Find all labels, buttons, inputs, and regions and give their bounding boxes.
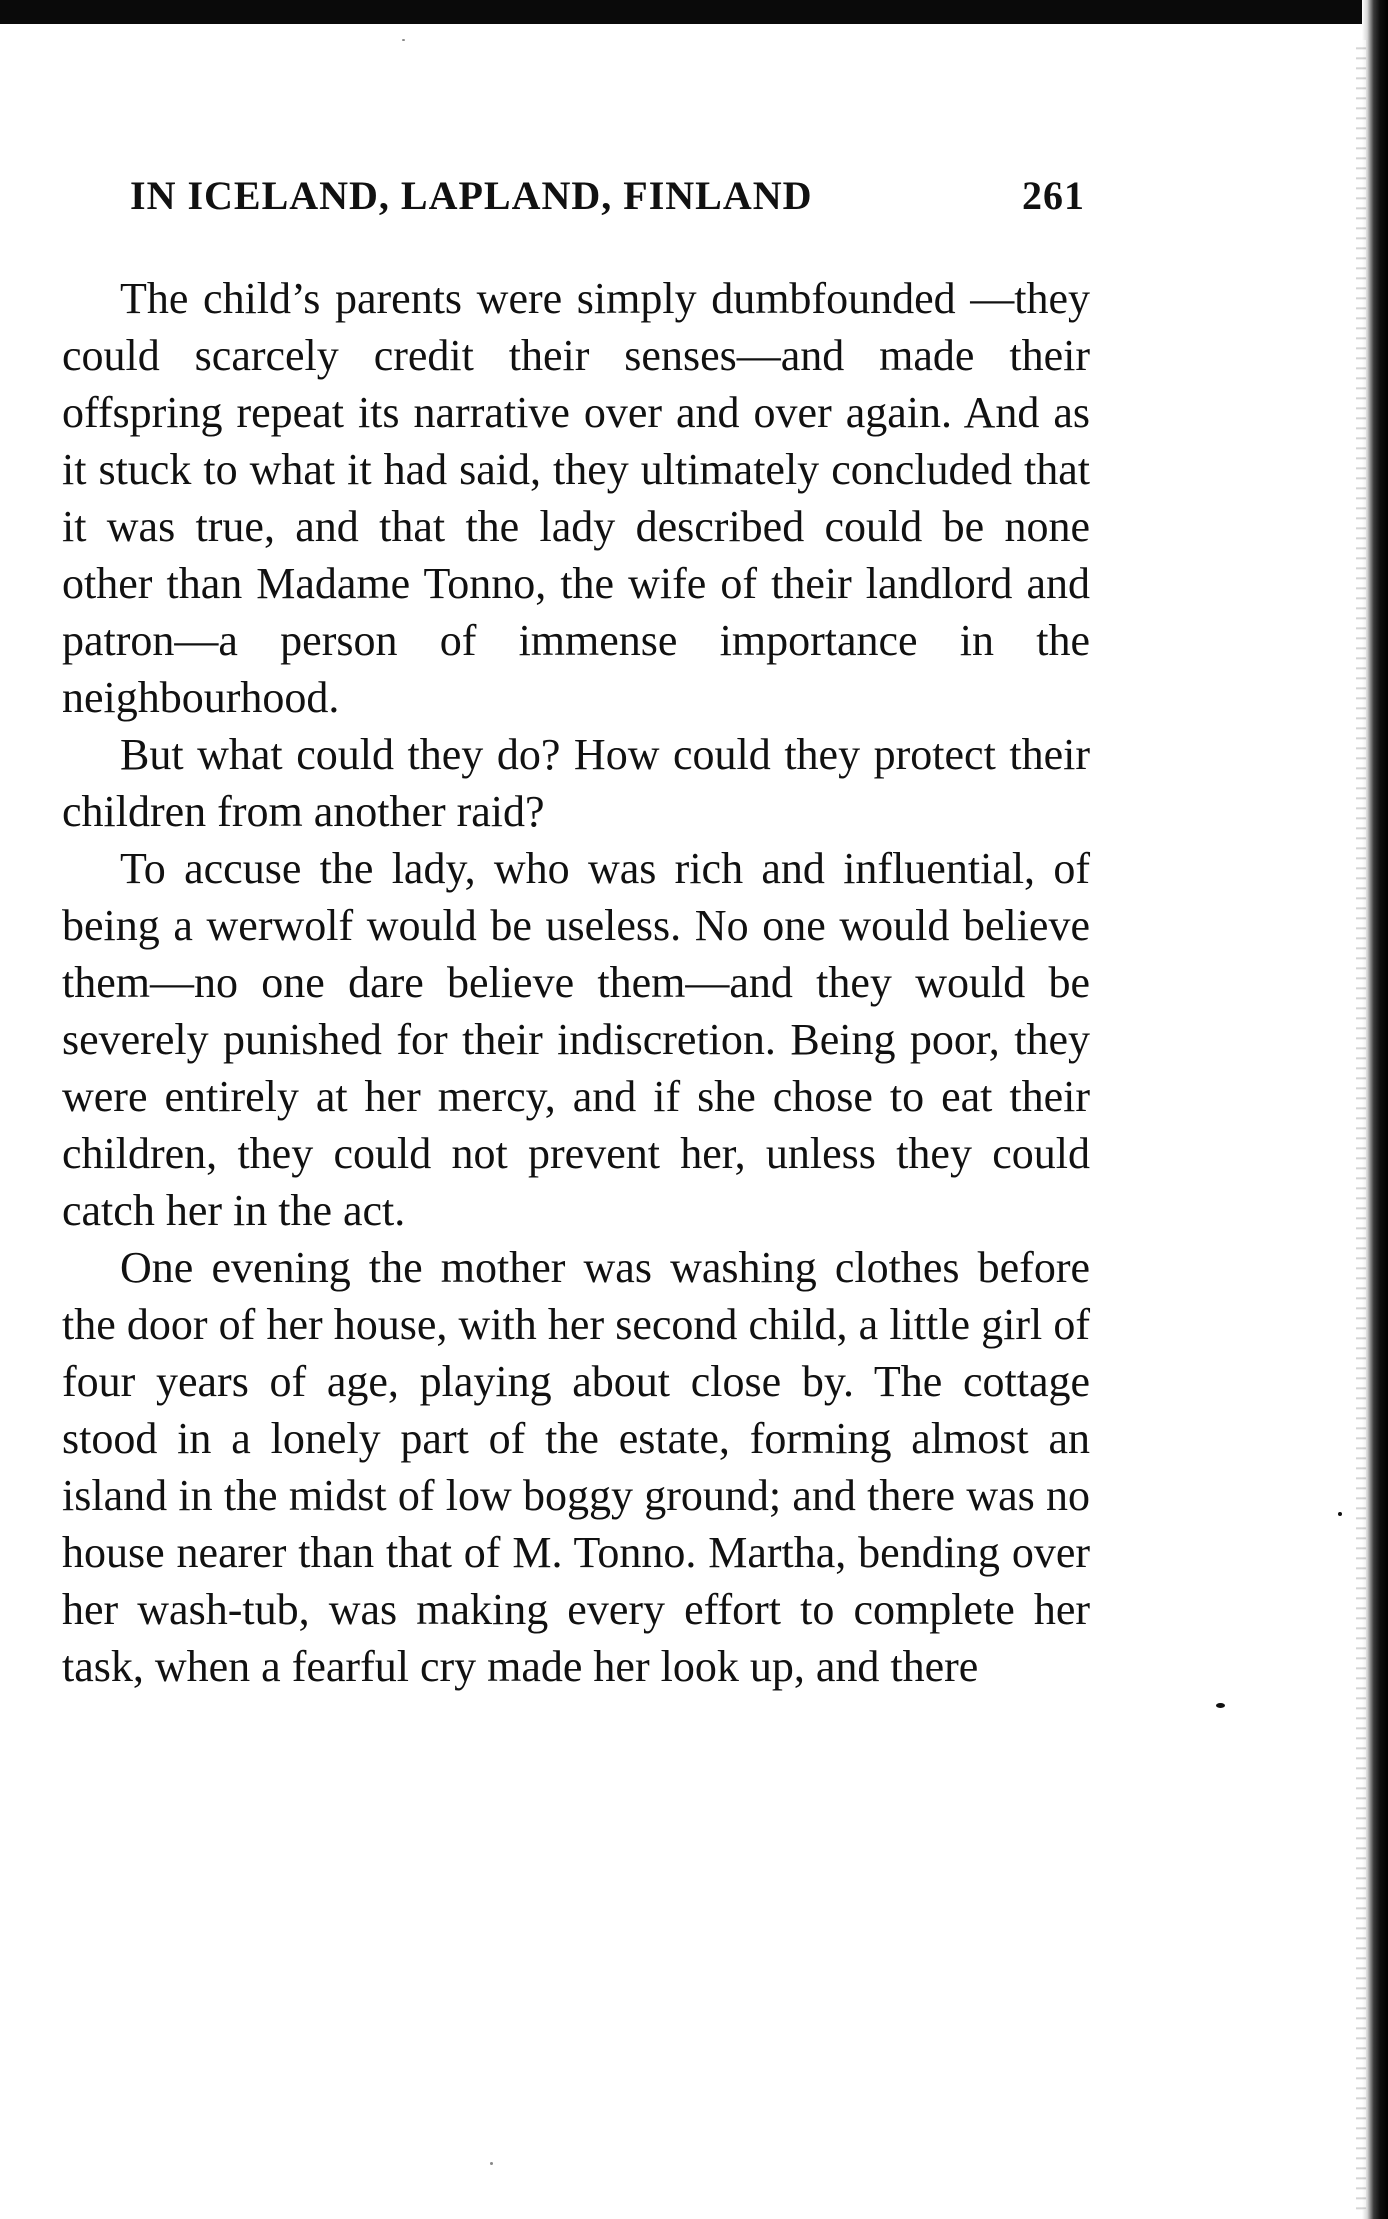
ink-speck xyxy=(490,2162,493,2165)
ink-speck xyxy=(402,39,405,41)
book-spine-edge xyxy=(1362,0,1388,2219)
running-header xyxy=(130,172,1085,222)
body-text xyxy=(62,270,1090,1695)
ink-speck xyxy=(1216,1703,1225,1708)
ink-speck xyxy=(1338,1512,1342,1516)
page-number: 261 xyxy=(1022,173,1085,218)
paragraph: To accuse the lady, who was rich and influential, of being a werwolf would be useless. No one would believe them—no one dare believe them—and they would be severely punished for their indiscretion. Being poor, they were entirely at her mercy, and if she chose to eat their children, they could not prevent her, unless they could catch her in the act. xyxy=(62,844,1090,1235)
scan-top-edge xyxy=(0,0,1388,24)
paragraph: But what could they do? How could they protect their children from another raid? xyxy=(62,730,1090,836)
paragraph: The child’s parents were simply dumbfounded —they could scarcely credit their senses—and made their offspring repeat its narrative over and over again. And as it stuck to what it had said, they ultimately concluded that it was true, and that the lady described could be none other than Madame Tonno, the wife of their landlord and patron—a person of immense importance in the neighbourhood. xyxy=(62,274,1090,722)
paragraph: One evening the mother was washing clothes before the door of her house, with her second child, a little girl of four years of age, playing about close by. The cottage stood in a lonely part of the estate, forming almost an island in the midst of low boggy ground; and there was no house nearer than that of M. Tonno. Martha, bending over her wash-tub, was making every effort to complete her task, when a fearful cry made her look up, and there xyxy=(62,1243,1090,1691)
running-title: IN ICELAND, LAPLAND, FINLAND xyxy=(130,173,813,218)
